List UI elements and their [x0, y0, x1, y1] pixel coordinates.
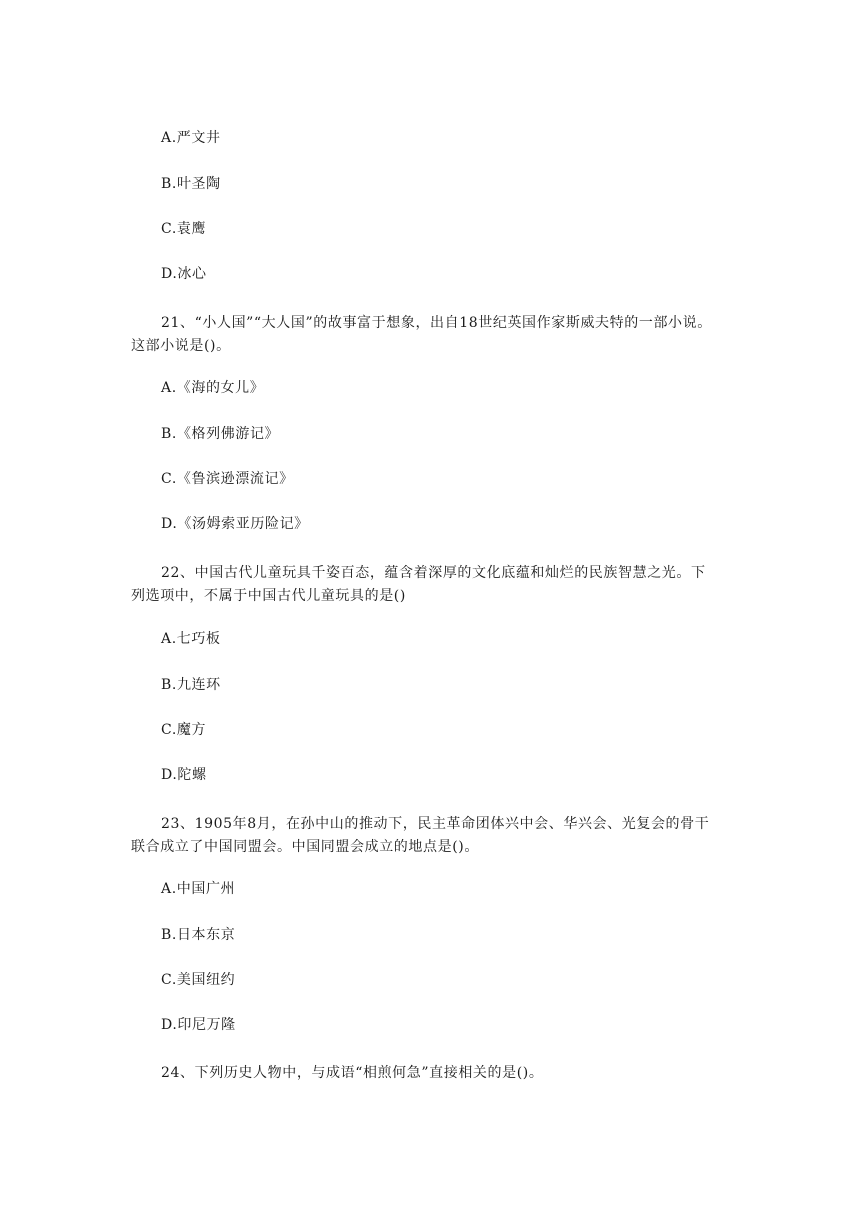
- question-22-line-1: 22、中国古代儿童玩具千姿百态，蕴含着深厚的文化底蕴和灿烂的民族智慧之光。下: [161, 565, 706, 581]
- question-21-line-2: 这部小说是()。: [131, 338, 231, 354]
- option-a-q21: A.《海的女儿》: [161, 380, 265, 396]
- option-c-q21: C.《鲁滨逊漂流记》: [161, 471, 294, 487]
- question-24-line-1: 24、下列历史人物中，与成语“相煎何急”直接相关的是()。: [161, 1065, 544, 1081]
- option-d-q23: D.印尼万隆: [161, 1017, 236, 1033]
- option-a-q20: A.严文井: [161, 130, 221, 146]
- option-d-q22: D.陀螺: [161, 767, 207, 783]
- question-21-line-1: 21、“小人国”“大人国”的故事富于想象，出自18世纪英国作家斯威夫特的一部小说。: [161, 315, 712, 331]
- option-a-q23: A.中国广州: [161, 881, 236, 897]
- option-b-q21: B.《格列佛游记》: [161, 426, 280, 442]
- option-b-q22: B.九连环: [161, 677, 221, 693]
- option-c-q20: C.袁鹰: [161, 221, 207, 237]
- question-23-line-2: 联合成立了中国同盟会。中国同盟会成立的地点是()。: [131, 839, 479, 855]
- question-23-line-1: 23、1905年8月，在孙中山的推动下，民主革命团体兴中会、华兴会、光复会的骨干: [161, 816, 710, 832]
- option-a-q22: A.七巧板: [161, 631, 221, 647]
- option-d-q20: D.冰心: [161, 266, 207, 282]
- option-b-q23: B.日本东京: [161, 927, 236, 943]
- option-c-q23: C.美国纽约: [161, 972, 236, 988]
- option-d-q21: D.《汤姆索亚历险记》: [161, 516, 309, 532]
- question-22-line-2: 列选项中，不属于中国古代儿童玩具的是(): [131, 588, 406, 604]
- option-c-q22: C.魔方: [161, 722, 207, 738]
- option-b-q20: B.叶圣陶: [161, 176, 221, 192]
